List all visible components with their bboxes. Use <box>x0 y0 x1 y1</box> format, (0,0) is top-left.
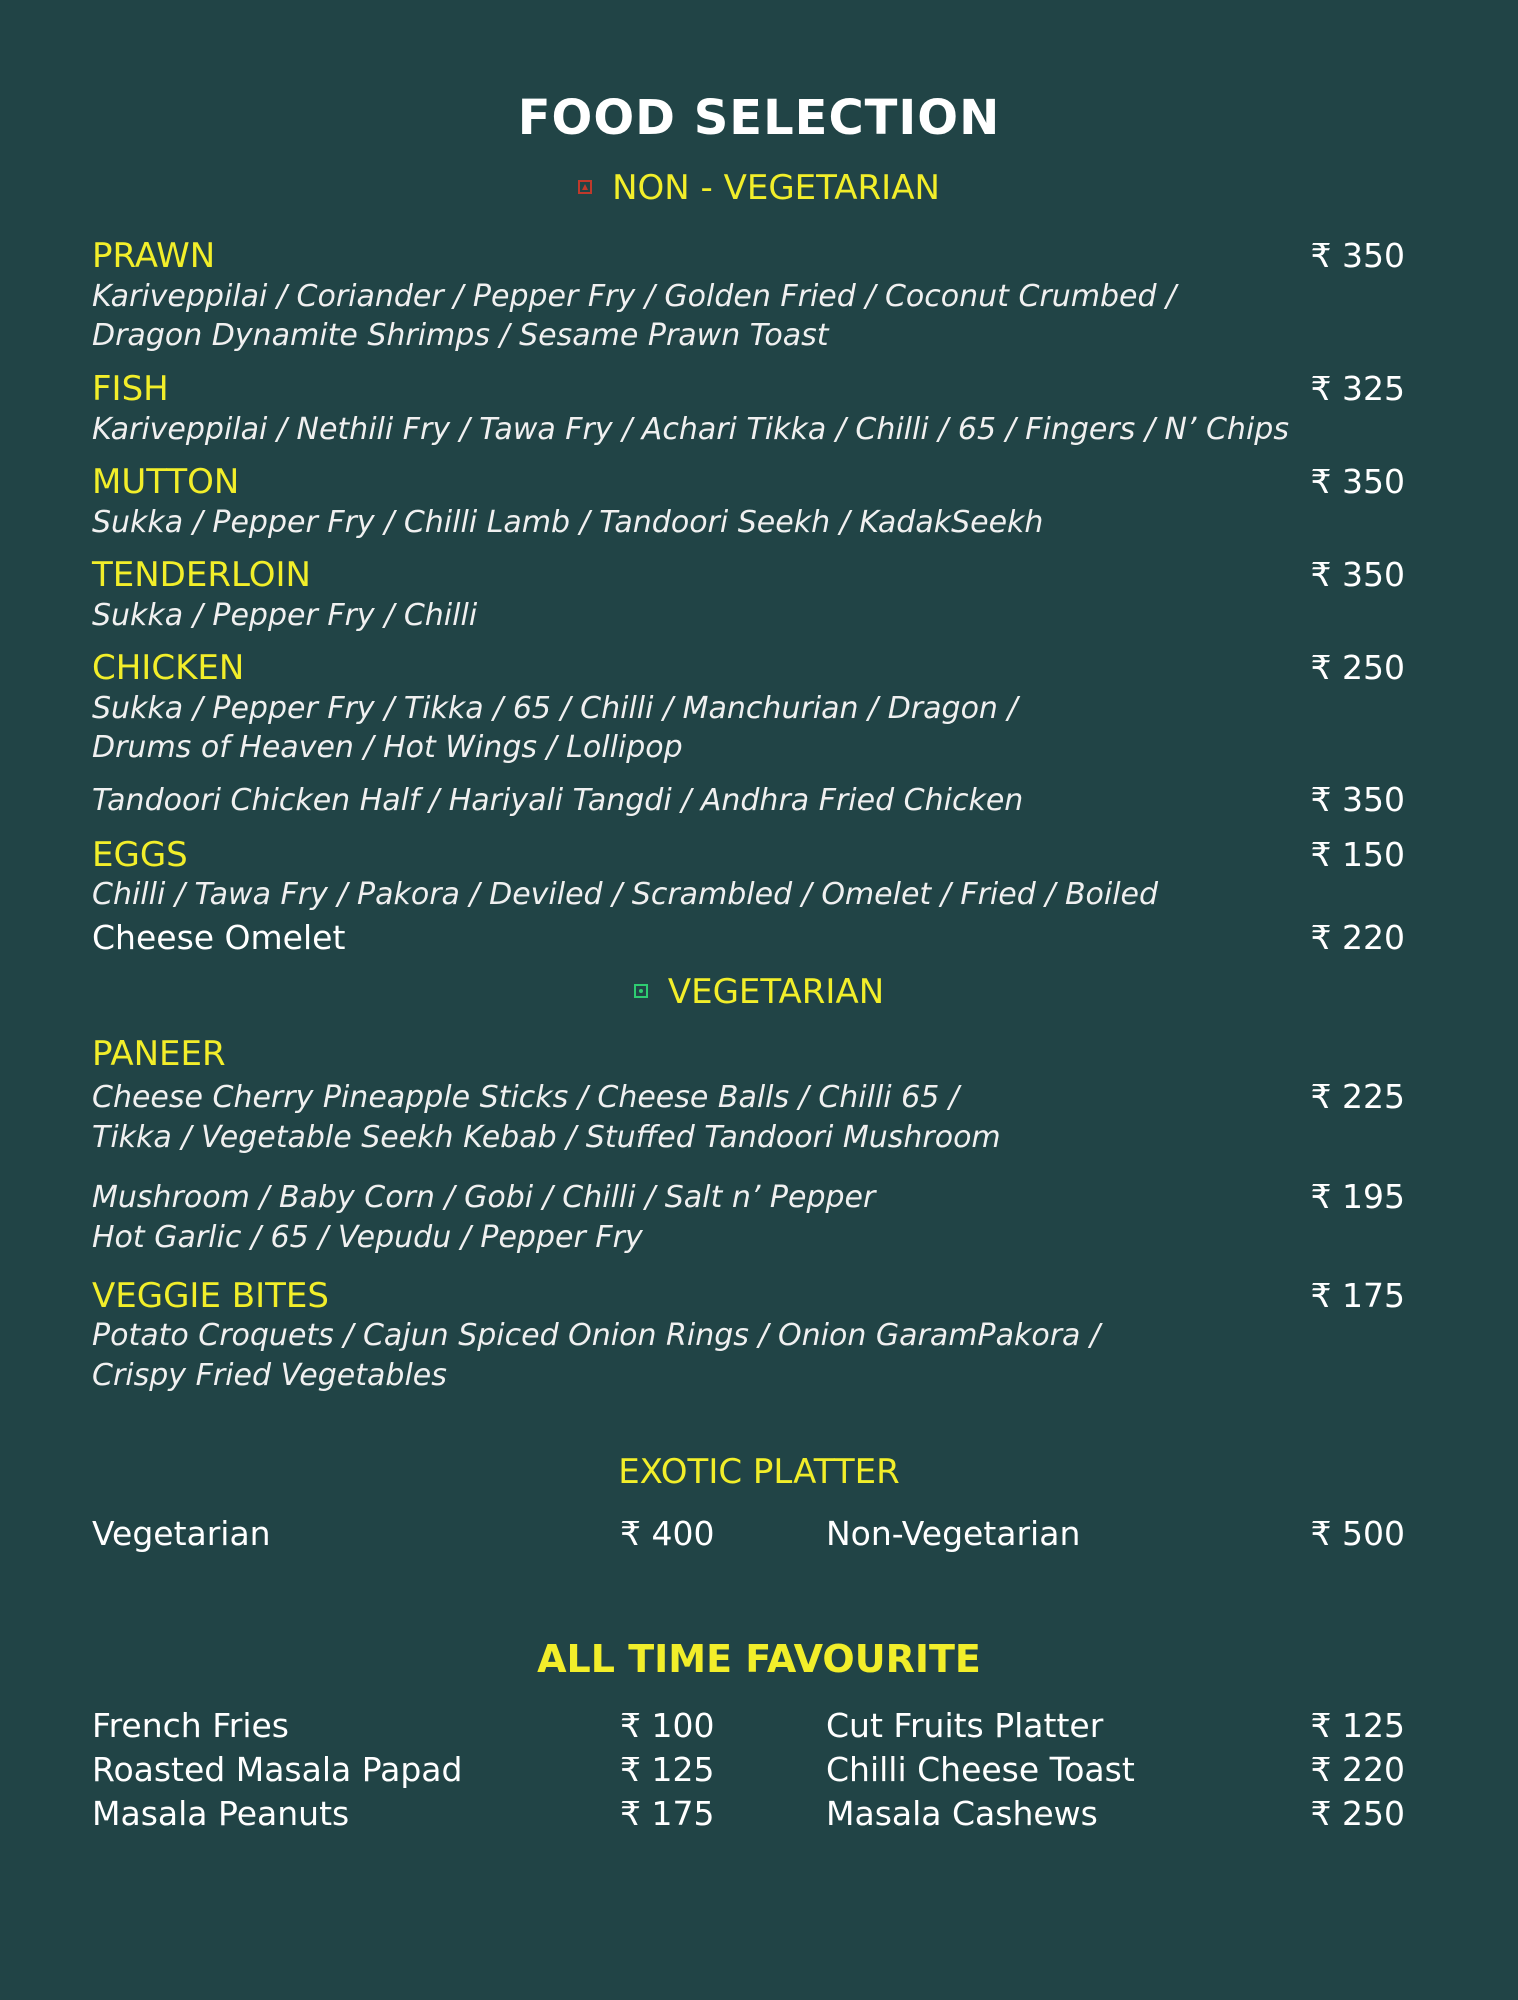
veg-heading <box>0 972 1518 1012</box>
desc-tandoori-chicken: Tandoori Chicken Half / Hariyali Tangdi / Andhra Fried Chicken <box>92 783 1024 818</box>
fav-item-french-fries: French Fries <box>92 1706 290 1745</box>
desc-tenderloin: Sukka / Pepper Fry / Chilli <box>92 598 478 633</box>
desc-mushroom-line1: Mushroom / Baby Corn / Gobi / Chilli / Salt n’ Pepper <box>92 1180 876 1215</box>
price-cheese-omelet: ₹ 220 <box>1310 918 1405 957</box>
category-veggie-bites: VEGGIE BITES <box>92 1276 329 1316</box>
fav-price-french-fries: ₹ 100 <box>620 1706 715 1745</box>
category-prawn: PRAWN <box>92 236 216 276</box>
platter-nonveg-price: ₹ 500 <box>1310 1514 1405 1553</box>
price-veggie-bites: ₹ 175 <box>1310 1276 1405 1315</box>
category-tenderloin: TENDERLOIN <box>92 555 311 595</box>
desc-paneer-line2: Tikka / Vegetable Seekh Kebab / Stuffed Tandoori Mushroom <box>92 1120 1001 1155</box>
price-mutton: ₹ 350 <box>1310 462 1405 501</box>
fav-item-masala-papad: Roasted Masala Papad <box>92 1750 463 1789</box>
desc-prawn-line1: Kariveppilai / Coriander / Pepper Fry / Golden Fried / Coconut Crumbed / <box>92 279 1177 314</box>
fav-item-cut-fruits: Cut Fruits Platter <box>826 1706 1104 1745</box>
desc-fish: Kariveppilai / Nethili Fry / Tawa Fry / Achari Tikka / Chilli / 65 / Fingers / N’ Chips <box>92 412 1289 447</box>
veg-marker-icon <box>634 984 648 998</box>
desc-mutton: Sukka / Pepper Fry / Chilli Lamb / Tandoori Seekh / KadakSeekh <box>92 505 1044 540</box>
veg-heading-label: VEGETARIAN <box>667 972 885 1012</box>
fav-price-chilli-cheese-toast: ₹ 220 <box>1310 1750 1405 1789</box>
price-prawn: ₹ 350 <box>1310 236 1405 275</box>
favourites-heading: ALL TIME FAVOURITE <box>537 1637 981 1681</box>
desc-eggs: Chilli / Tawa Fry / Pakora / Deviled / Scrambled / Omelet / Fried / Boiled <box>92 877 1159 912</box>
desc-prawn-line2: Dragon Dynamite Shrimps / Sesame Prawn Toast <box>92 318 829 353</box>
price-chicken: ₹ 250 <box>1310 648 1405 687</box>
non-veg-heading <box>0 168 1518 208</box>
price-eggs: ₹ 150 <box>1310 835 1405 874</box>
fav-price-masala-papad: ₹ 125 <box>620 1750 715 1789</box>
desc-veggie-bites-line1: Potato Croquets / Cajun Spiced Onion Rings / Onion GaramPakora / <box>92 1318 1101 1353</box>
desc-veggie-bites-line2: Crispy Fried Vegetables <box>92 1358 447 1393</box>
fav-price-masala-cashews: ₹ 250 <box>1310 1794 1405 1833</box>
desc-chicken-line2: Drums of Heaven / Hot Wings / Lollipop <box>92 730 683 765</box>
desc-paneer-line1: Cheese Cherry Pineapple Sticks / Cheese Balls / Chilli 65 / <box>92 1080 959 1115</box>
fav-item-chilli-cheese-toast: Chilli Cheese Toast <box>826 1750 1135 1789</box>
exotic-platter-heading: EXOTIC PLATTER <box>618 1452 900 1492</box>
category-mutton: MUTTON <box>92 462 240 502</box>
category-fish: FISH <box>92 369 169 409</box>
fav-item-masala-peanuts: Masala Peanuts <box>92 1794 350 1833</box>
platter-nonveg-label: Non-Vegetarian <box>826 1514 1081 1553</box>
price-paneer: ₹ 225 <box>1310 1077 1405 1116</box>
desc-mushroom-line2: Hot Garlic / 65 / Vepudu / Pepper Fry <box>92 1220 643 1255</box>
category-paneer: PANEER <box>92 1034 226 1074</box>
platter-veg-label: Vegetarian <box>92 1514 271 1553</box>
fav-item-masala-cashews: Masala Cashews <box>826 1794 1098 1833</box>
category-eggs: EGGS <box>92 835 188 875</box>
category-chicken: CHICKEN <box>92 648 245 688</box>
desc-chicken-line1: Sukka / Pepper Fry / Tikka / 65 / Chilli / Manchurian / Dragon / <box>92 691 1018 726</box>
price-mushroom: ₹ 195 <box>1310 1177 1405 1216</box>
price-fish: ₹ 325 <box>1310 369 1405 408</box>
fav-price-cut-fruits: ₹ 125 <box>1310 1706 1405 1745</box>
page-title: FOOD SELECTION <box>517 90 1001 146</box>
non-veg-heading-label: NON - VEGETARIAN <box>612 168 940 208</box>
item-cheese-omelet: Cheese Omelet <box>92 918 346 957</box>
non-veg-marker-icon <box>578 180 592 194</box>
fav-price-masala-peanuts: ₹ 175 <box>620 1794 715 1833</box>
price-tenderloin: ₹ 350 <box>1310 555 1405 594</box>
platter-veg-price: ₹ 400 <box>620 1514 715 1553</box>
price-tandoori-chicken: ₹ 350 <box>1310 780 1405 819</box>
